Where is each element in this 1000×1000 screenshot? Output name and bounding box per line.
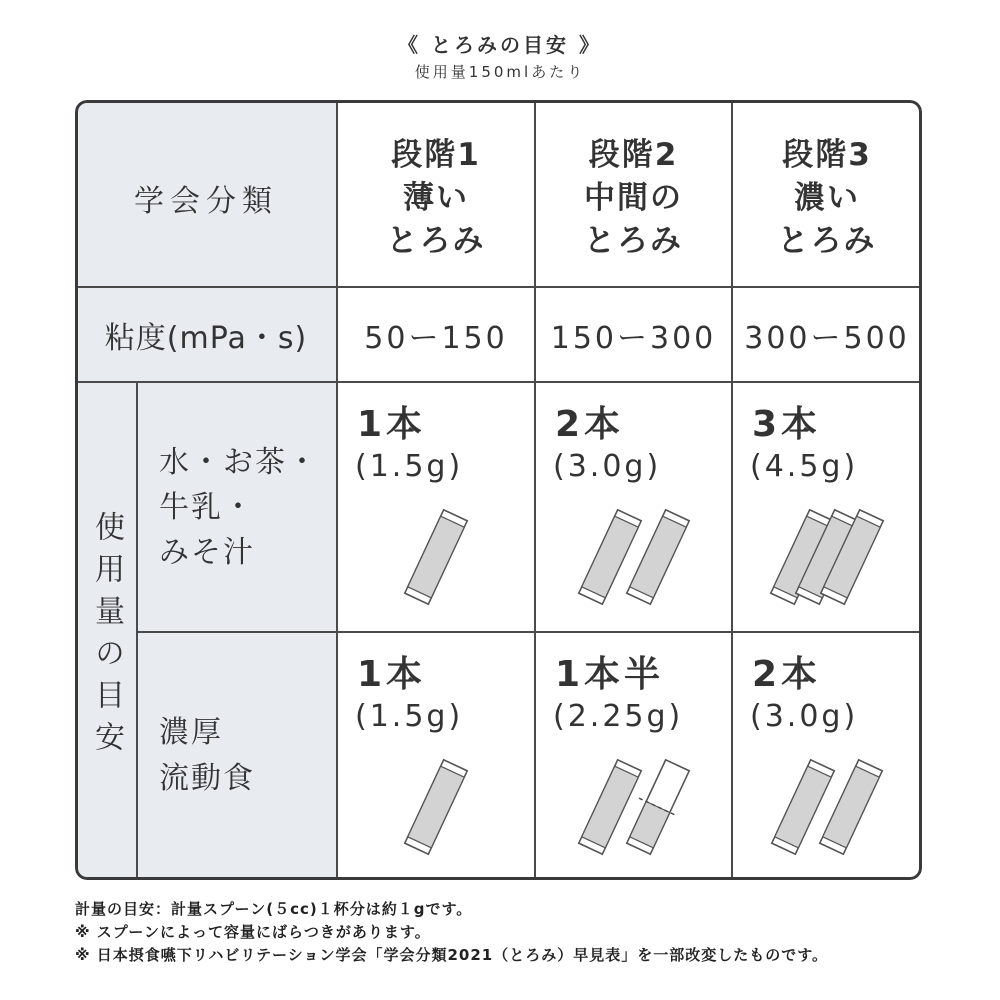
row-label-line: みそ汁 — [159, 534, 255, 570]
grid-line — [731, 100, 733, 880]
stick-count-text: 2本 — [555, 404, 625, 445]
stage-3-header — [732, 100, 922, 287]
stick-illustration — [534, 752, 734, 862]
usage-cell-drinks-stage-1 — [337, 382, 535, 632]
row-label-line: 牛乳・ — [159, 489, 255, 525]
usage-cell-liquid-food-stage-2 — [535, 632, 732, 880]
stage-label: 段階2 — [588, 136, 679, 173]
grid-line — [534, 100, 536, 880]
grid-line — [75, 381, 922, 383]
viscosity-value-stage-2: 150ー300 — [550, 320, 717, 356]
stage-name: 薄い — [403, 179, 469, 216]
classification-header: 学会分類 — [75, 100, 337, 287]
stage-1-header — [337, 100, 535, 287]
stick-count-text: 3本 — [752, 404, 822, 445]
stage-name: 中間の — [584, 179, 683, 216]
stage-name: 濃い — [794, 179, 860, 216]
footnotes — [75, 898, 828, 967]
stick-count-text: 1本半 — [555, 654, 665, 695]
usage-cell-drinks-stage-2 — [535, 382, 732, 632]
gram-amount-text: (3.0g) — [750, 699, 859, 734]
usage-cell-drinks-stage-3 — [732, 382, 922, 632]
gram-amount-text: (3.0g) — [553, 449, 662, 484]
usage-guide-text: 使用量の目安 — [89, 511, 124, 763]
row-label-liquid-food — [137, 632, 337, 880]
stick-count-text: 1本 — [357, 654, 427, 695]
stick-illustration — [534, 502, 734, 612]
stage-name-suffix: とろみ — [584, 222, 683, 259]
footnote-source: ※ 日本摂食嚥下リハビリテーション学会「学会分類2021（とろみ）早見表」を一部改変したものです。 — [75, 946, 829, 964]
gram-amount-text: (1.5g) — [355, 699, 464, 734]
stick-illustration — [336, 752, 536, 862]
row-label-drinks — [137, 382, 337, 632]
stick-illustration — [727, 502, 922, 612]
stage-label: 段階3 — [782, 136, 872, 173]
page-title: 《 とろみの目安 》 — [398, 33, 602, 57]
stick-illustration — [727, 752, 922, 862]
grid-line — [75, 286, 922, 288]
row-label-line: 水・お茶・ — [159, 444, 319, 480]
usage-cell-liquid-food-stage-1 — [337, 632, 535, 880]
grid-line — [336, 100, 338, 880]
stage-name-suffix: とろみ — [386, 222, 486, 259]
row-label-line: 濃厚 — [159, 715, 223, 750]
grid-line — [137, 631, 922, 633]
viscosity-label: 粘度(mPa・s) — [75, 287, 337, 382]
gram-amount-text: (4.5g) — [750, 449, 859, 484]
footnote-spoon: ※ スプーンによって容量にばらつきがあります。 — [75, 923, 431, 941]
guideline-table — [75, 100, 922, 880]
stick-icon — [405, 510, 467, 604]
usage-cell-liquid-food-stage-3 — [732, 632, 922, 880]
usage-guide-group-label — [75, 382, 137, 880]
row-label-line: 流動食 — [159, 761, 255, 796]
viscosity-value-stage-1: 50ー150 — [364, 320, 508, 356]
stage-name-suffix: とろみ — [777, 222, 877, 259]
stick-count-text: 1本 — [357, 404, 427, 445]
stick-count-text: 2本 — [752, 654, 822, 695]
page-subtitle: 使用量150mlあたり — [414, 63, 586, 81]
stick-illustration — [336, 502, 536, 612]
footnote-measure: 計量の目安：計量スプーン(５cc)１杯分は約１gです。 — [75, 900, 473, 918]
viscosity-value-stage-3: 300ー500 — [744, 320, 910, 356]
gram-amount-text: (2.25g) — [553, 699, 684, 734]
gram-amount-text: (1.5g) — [355, 449, 464, 484]
stick-icon — [405, 760, 467, 854]
stage-2-header — [535, 100, 732, 287]
stage-label: 段階1 — [391, 136, 481, 173]
